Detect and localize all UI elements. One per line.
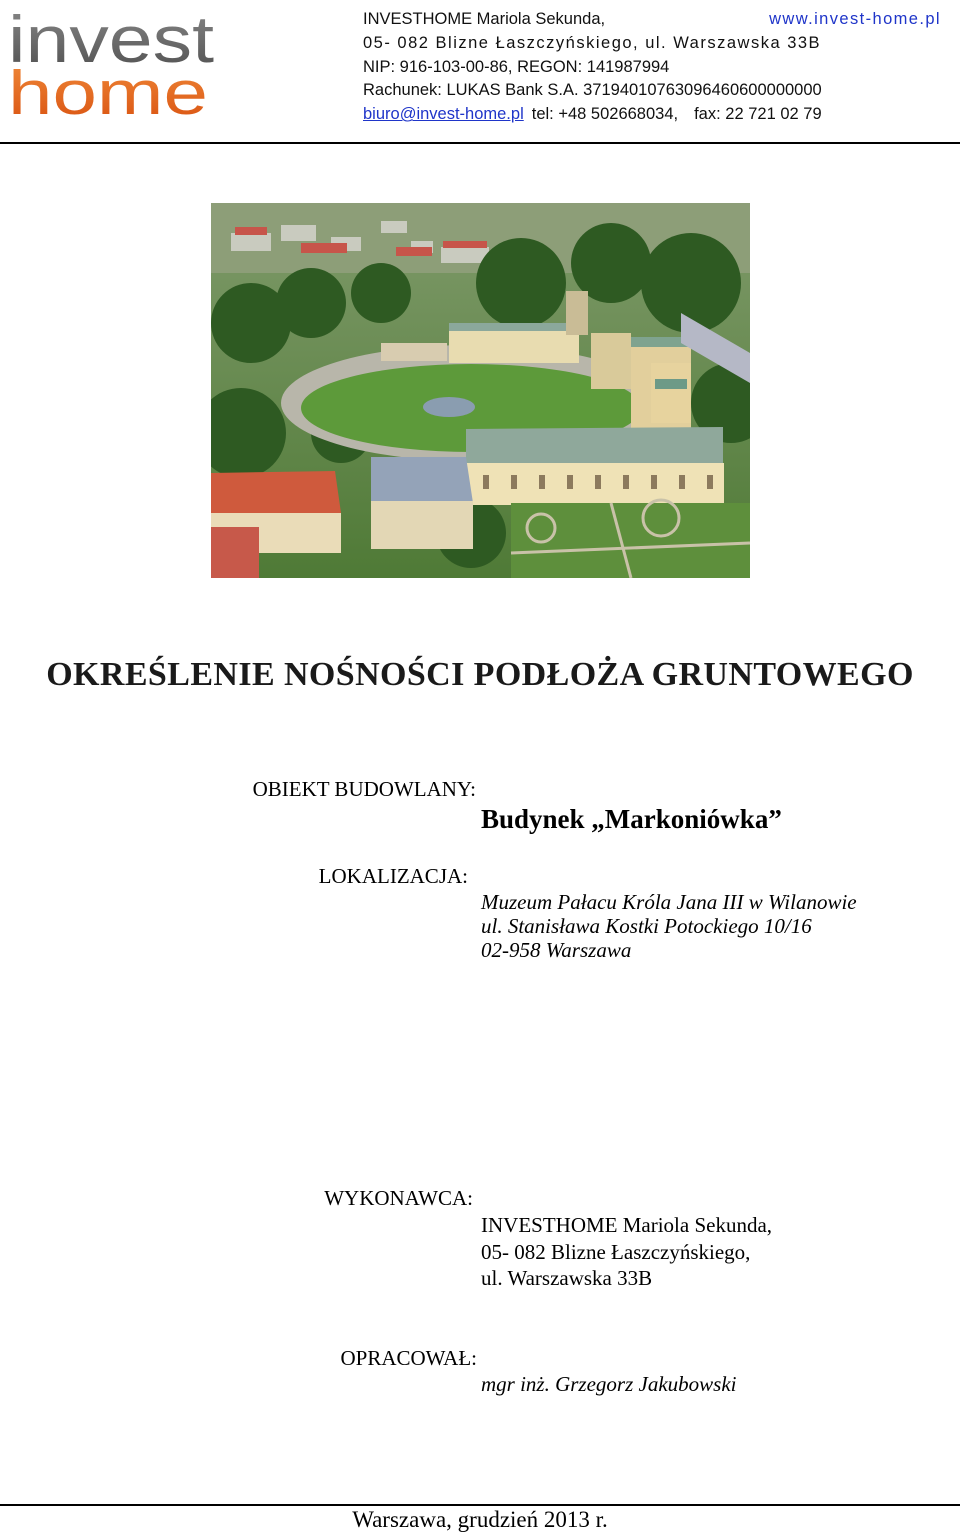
contractor-label: WYKONAWCA: [324, 1186, 473, 1210]
location-label: LOKALIZACJA: [318, 864, 468, 888]
svg-text:home: home [8, 59, 208, 124]
location-line: 02-958 Warszawa [481, 938, 632, 962]
author-label: OPRACOWAŁ: [340, 1346, 477, 1370]
location-line: ul. Stanisława Kostki Potockiego 10/16 [481, 914, 812, 938]
object-label: OBIEKT BUDOWLANY: [252, 777, 476, 801]
company-info [363, 8, 943, 127]
palace-aerial-photo [211, 203, 750, 578]
header-divider [0, 142, 960, 144]
location-line: Muzeum Pałacu Króla Jana III w Wilanowie [481, 890, 857, 914]
nip-regon: NIP: 916-103-00-86, REGON: 141987994 [363, 57, 670, 76]
website-link[interactable]: www.invest-home.pl [769, 10, 941, 28]
svg-text:invest: invest [8, 2, 214, 76]
fax-number: fax: 22 721 02 79 [694, 105, 822, 124]
contractor-line: 05- 082 Blizne Łaszczyńskiego, [481, 1240, 751, 1264]
contractor-line: ul. Warszawska 33B [481, 1266, 653, 1290]
object-name: Budynek „Markoniówka” [481, 804, 782, 834]
document-title: OKREŚLENIE NOŚNOŚCI PODŁOŻA GRUNTOWEGO [46, 656, 914, 693]
company-name: INVESTHOME Mariola Sekunda, [363, 10, 606, 28]
contractor-line: INVESTHOME Mariola Sekunda, [481, 1213, 773, 1237]
company-address: 05- 082 Blizne Łaszczyńskiego, ul. Warszawska 33B [363, 33, 822, 52]
bank-account: Rachunek: LUKAS Bank S.A. 37194010763096460600000000 [363, 81, 822, 100]
author-name: mgr inż. Grzegorz Jakubowski [481, 1372, 737, 1396]
company-logo [6, 0, 218, 124]
phone-number: tel: +48 502668034, [531, 105, 679, 124]
footer-place-date: Warszawa, grudzień 2013 r. [352, 1507, 608, 1532]
footer-divider [0, 1504, 960, 1506]
email-link[interactable]: biuro@invest-home.pl [363, 105, 524, 124]
